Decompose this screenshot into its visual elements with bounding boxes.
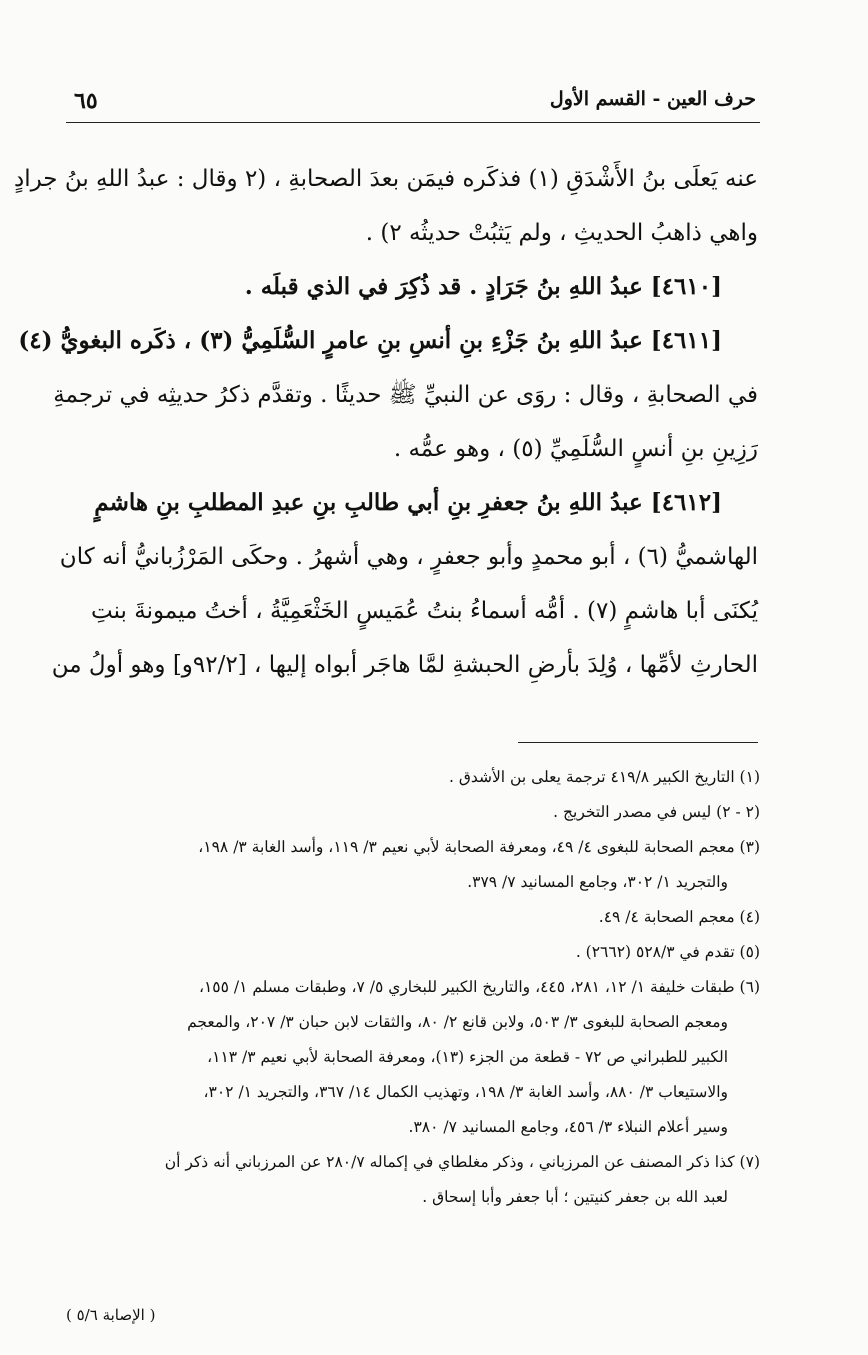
text-line: يُكنَى أبا هاشمٍ (٧) . أمُّه أسماءُ بنتُ عُمَيسٍ الخَثْعَمِيَّةُ ، أختُ ميمونةَ بنتِ bbox=[91, 598, 758, 624]
footnote-5: (٥) تقدم في ٥٢٨/٣ (٢٦٦٢) . bbox=[575, 943, 760, 961]
signature-mark: ( الإصابة ٥/٦ ) bbox=[66, 1306, 156, 1324]
text-line: رَزِينِ بنِ أنسٍ السُّلَمِيِّ (٥) ، وهو عمُّه . bbox=[393, 436, 758, 462]
footnote-6-cont: الكبير للطبراني ص ٧٢ - قطعة من الجزء (١٣)، ومعرفة الصحابة لأبي نعيم ٣/ ١١٣، bbox=[207, 1048, 728, 1066]
text-line: واهي ذاهبُ الحديثِ ، ولم يَثبُتْ حديثُه ٢) . bbox=[365, 220, 758, 246]
footnote-3: (٣) معجم الصحابة للبغوى ٤/ ٤٩، ومعرفة الصحابة لأبي نعيم ٣/ ١١٩، وأسد الغابة ٣/ ١٩٨، bbox=[198, 838, 760, 856]
footnotes bbox=[70, 760, 760, 1215]
entry-4610: [٤٦١٠] عبدُ اللهِ بنُ جَرَادٍ . قد ذُكِرَ في الذي قبلَه . bbox=[244, 273, 722, 300]
footnote-6-cont: وسير أعلام النبلاء ٣/ ٤٥٦، وجامع المسانيد ٧/ ٣٨٠. bbox=[408, 1118, 728, 1136]
footnote-7-cont: لعبد الله بن جعفر كنيتين ؛ أبا جعفر وأبا إسحاق . bbox=[422, 1188, 728, 1206]
footnote-4: (٤) معجم الصحابة ٤/ ٤٩. bbox=[598, 908, 760, 926]
text-line: الحارثِ لأمِّها ، وُلِدَ بأرضِ الحبشةِ لمَّا هاجَر أبواه إليها ، [٩٢/٢و] وهو أولُ من bbox=[51, 652, 758, 678]
footnote-1: (١) التاريخ الكبير ٤١٩/٨ ترجمة يعلى بن الأشدق . bbox=[448, 768, 760, 786]
text-line: في الصحابةِ ، وقال : روَى عن النبيِّ ﷺ حديثًا . وتقدَّم ذكرُ حديثِه في ترجمةِ bbox=[53, 382, 758, 408]
footnote-6-cont: والاستيعاب ٣/ ٨٨٠، وأسد الغابة ٣/ ١٩٨، وتهذيب الكمال ١٤/ ٣٦٧، والتجريد ١/ ٣٠٢، bbox=[203, 1083, 728, 1101]
footnote-6-cont: ومعجم الصحابة للبغوى ٣/ ٥٠٣، ولابن قانع ٢/ ٨٠، والثقات لابن حبان ٣/ ٢٠٧، والمعجم bbox=[187, 1013, 728, 1031]
entry-4612: [٤٦١٢] عبدُ اللهِ بنُ جعفرِ بنِ أبي طالبِ بنِ عبدِ المطلبِ بنِ هاشمٍ bbox=[94, 489, 722, 516]
text-line: الهاشميُّ (٦) ، أبو محمدٍ وأبو جعفرٍ ، وهي أشهرُ . وحكَى المَرْزُبانيُّ أنه كان bbox=[59, 544, 758, 570]
entry-4611: [٤٦١١] عبدُ اللهِ بنُ جَزْءِ بنِ أنسِ بنِ عامرٍ السُّلَمِيُّ (٣) ، ذكَره البغويُّ (٤) bbox=[18, 327, 722, 354]
page-header bbox=[66, 88, 760, 123]
footnote-3-cont: والتجريد ١/ ٣٠٢، وجامع المسانيد ٧/ ٣٧٩. bbox=[467, 873, 728, 891]
footnote-2: (٢ - ٢) ليس في مصدر التخريج . bbox=[553, 803, 760, 821]
main-text bbox=[13, 152, 758, 692]
text-line: عنه يَعلَى بنُ الأَشْدَقِ (١) فذكَره فيمَن بعدَ الصحابةِ ، (٢ وقال : عبدُ اللهِ بنُ جرادٍ bbox=[13, 166, 758, 192]
footnote-6: (٦) طبقات خليفة ١/ ١٢، ٢٨١، ٤٤٥، والتاريخ الكبير للبخاري ٥/ ٧، وطبقات مسلم ١/ ١٥٥، bbox=[198, 978, 760, 996]
footnote-7: (٧) كذا ذكر المصنف عن المرزباني ، وذكر مغلطاي في إكماله ٢٨٠/٧ عن المرزباني أنه ذكر أن bbox=[164, 1153, 760, 1171]
running-title: حرف العين - القسم الأول bbox=[549, 88, 756, 110]
footnote-divider bbox=[518, 742, 758, 743]
page-number: ٦٥ bbox=[74, 88, 98, 114]
